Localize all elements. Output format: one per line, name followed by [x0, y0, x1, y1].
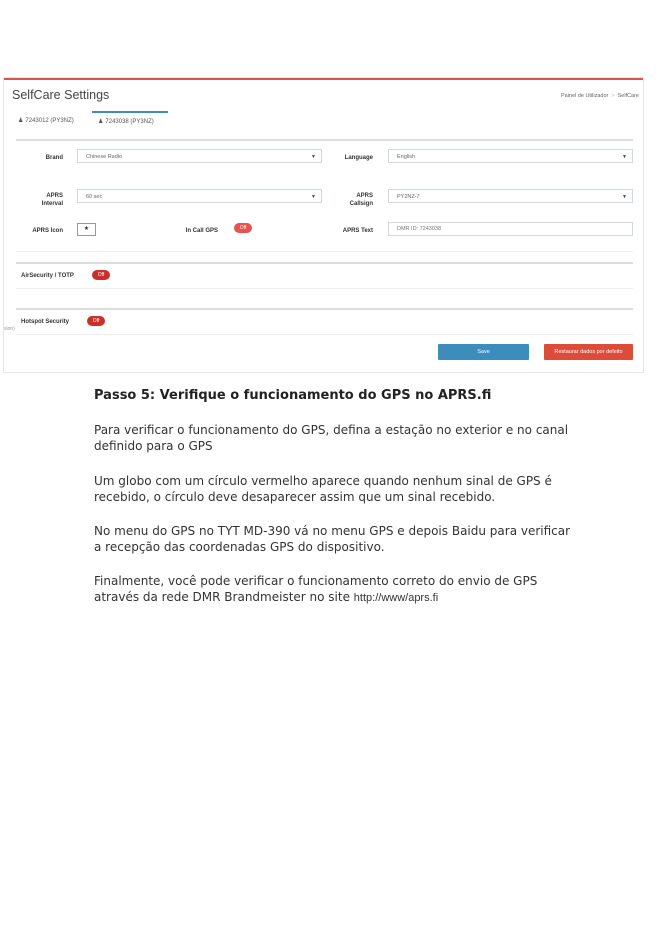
in-call-gps-toggle[interactable]: Off [234, 223, 252, 233]
user-icon: ♟ [98, 119, 104, 125]
tab-7243038[interactable] [92, 111, 168, 134]
aprs-text-label: APRS Text [342, 228, 373, 234]
aprs-interval-label: APRS Interval [41, 193, 63, 207]
aprs-link[interactable]: http://www/aprs.fi [353, 592, 439, 604]
language-select[interactable] [388, 149, 633, 163]
selfcare-screenshot [4, 78, 643, 372]
brand-select[interactable] [77, 149, 322, 163]
paragraph-2: Um globo com um círculo vermelho aparece quando nenhum sinal de GPS é recebido, o círculo deve desaparecer assim que um sinal recebido. [94, 474, 552, 504]
breadcrumb-item-selfcare: SelfCare [617, 93, 639, 99]
breadcrumb-item-panel[interactable]: Painel de Utilizador [560, 93, 609, 99]
paragraph-4-text: Finalmente, você pode verificar o funcionamento correto do envio de GPS através da rede DMR Brandmeister no site [94, 574, 538, 604]
aprs-text-input[interactable] [388, 222, 633, 236]
paragraph-1: Para verificar o funcionamento do GPS, defina a estação no exterior e no canal definido para o GPS [94, 423, 569, 453]
aprs-icon-picker[interactable] [77, 223, 96, 236]
aprs-callsign-label: APRS Callsign [349, 193, 373, 207]
tab-7243012[interactable] [12, 111, 80, 132]
aprs-callsign-select[interactable] [388, 189, 633, 203]
dropdown-arrow-icon: ▼ [311, 194, 316, 200]
step-heading: Passo 5: Verifique o funcionamento do GPS no APRS.fi [94, 388, 492, 403]
dropdown-arrow-icon: ▼ [622, 154, 627, 160]
paragraph-3: No menu do GPS no TYT MD-390 vá no menu GPS e depois Baidu para verificar a recepção das coordenadas GPS do dispositivo. [94, 524, 571, 554]
language-value: English [397, 154, 416, 160]
save-button[interactable]: Save [438, 344, 529, 360]
airsecurity-label: AirSecurity / TOTP [21, 273, 74, 279]
brand-value: Chinese Radio [86, 154, 123, 160]
dropdown-arrow-icon: ▼ [311, 154, 316, 160]
dropdown-arrow-icon: ▼ [622, 194, 627, 200]
airsecurity-toggle[interactable]: Off [92, 270, 110, 280]
tab-label: 7243038 (PY3NZ) [105, 119, 154, 125]
side-note: sion) [4, 326, 15, 332]
aprs-interval-select[interactable] [77, 189, 322, 203]
airsecurity-panel [16, 262, 633, 289]
hotspot-security-panel [16, 308, 633, 335]
aprs-interval-value: 60 sec [86, 194, 103, 200]
reset-defaults-button[interactable]: Restaurar dados por defeito [544, 344, 633, 360]
language-label: Language [344, 155, 373, 161]
aprs-callsign-value: PY2NZ-7 [397, 194, 420, 200]
paragraph-4 [94, 573, 574, 606]
page-title: SelfCare Settings [12, 88, 110, 102]
tab-label: 7243012 (PY3NZ) [25, 118, 74, 124]
radio-settings-panel [16, 139, 633, 252]
brand-label: Brand [45, 155, 63, 161]
aprs-icon-label: APRS Icon [32, 228, 63, 234]
aprs-symbol-icon: ★ [83, 226, 90, 232]
hotspot-security-label: Hotspot Security [21, 319, 70, 325]
in-call-gps-label: In Call GPS [185, 228, 218, 234]
user-icon: ♟ [18, 118, 24, 124]
hotspot-security-toggle[interactable]: Off [87, 316, 105, 326]
breadcrumb: Painel de Utilizador > SelfCare [560, 93, 639, 99]
